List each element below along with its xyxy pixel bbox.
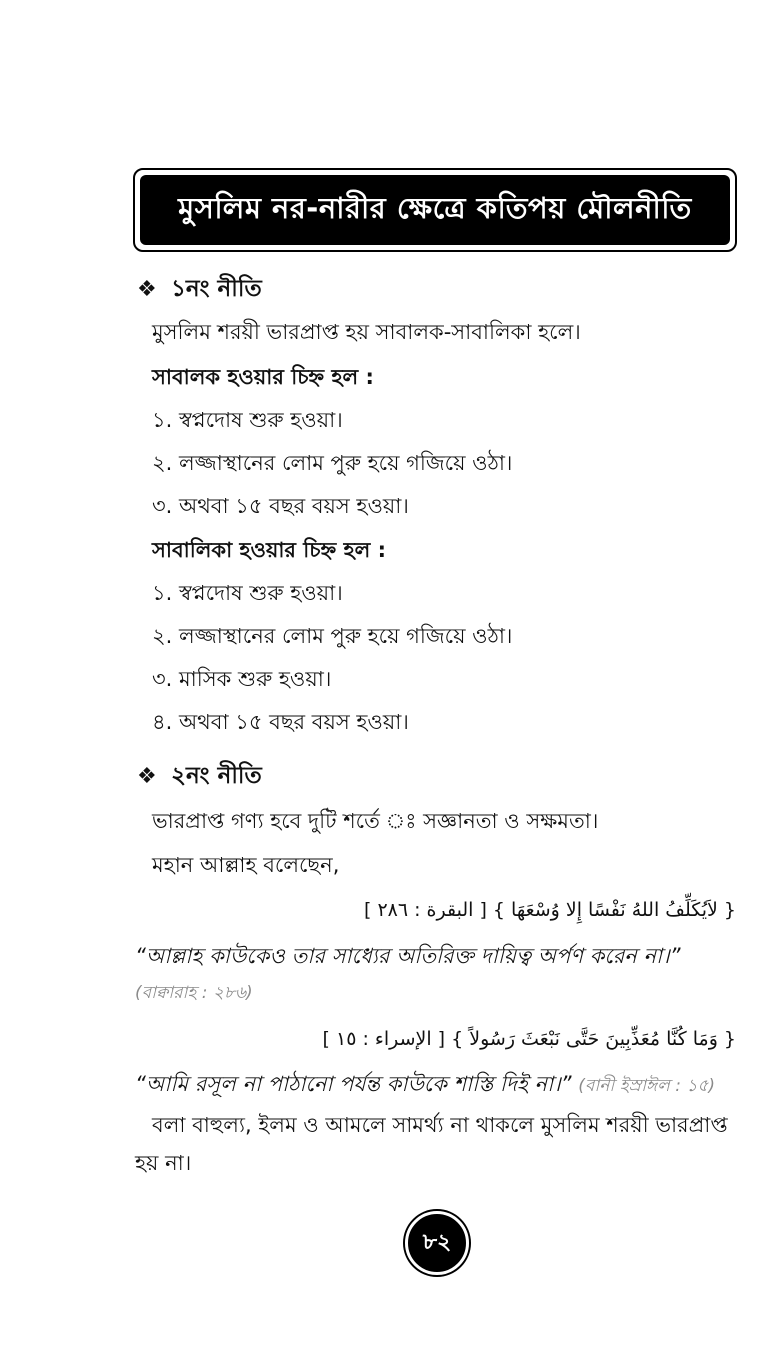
section-1-heading-text: ১নং নীতি: [171, 276, 262, 302]
diamond-bullet-icon: ❖: [137, 277, 157, 302]
allah-says: মহান আল্লাহ বলেছেন,: [152, 853, 340, 877]
section-2-intro: ভারপ্রাপ্ত গণ্য হবে দুটি শর্তে ঃ সজ্ঞানতা ও সক্ষমতা।: [152, 809, 599, 833]
page-number: ৮২: [405, 1211, 469, 1275]
female-signs-heading: সাবালিকা হওয়ার চিহ্ন হল :: [152, 538, 386, 562]
verse-2-arabic: { وَمَا كُنَّا مُعَذِّبِينَ حَتَّى نَبْعَثَ رَسُولاً } [ الإسراء : ١٥ ]: [322, 1028, 736, 1050]
verse-2-reference: (বানী ইস্রাঈল : ১৫): [578, 1076, 716, 1096]
list-item: ২. লজ্জাস্থানের লোম পুরু হয়ে গজিয়ে ওঠা।: [152, 451, 513, 475]
male-signs-heading: সাবালক হওয়ার চিহ্ন হল :: [152, 365, 374, 389]
verse-1-translation: “আল্লাহ কাউকেও তার সাধ্যের অতিরিক্ত দায়িত্ব অর্পণ করেন না।”: [135, 944, 681, 968]
section-2-heading: [137, 761, 262, 792]
verse-2-line: [135, 1069, 715, 1101]
list-item: ২. লজ্জাস্থানের লোম পুরু হয়ে গজিয়ে ওঠা।: [152, 624, 513, 648]
conclusion-line-2: হয় না।: [135, 1151, 192, 1175]
chapter-title: মুসলিম নর-নারীর ক্ষেত্রে কতিপয় মৌলনীতি: [140, 175, 730, 245]
section-1-heading: [137, 274, 262, 305]
verse-1-reference: (বাক্বারাহ : ২৮৬): [135, 983, 253, 1003]
list-item: ৩. অথবা ১৫ বছর বয়স হওয়া।: [152, 494, 409, 518]
section-1-intro: মুসলিম শরয়ী ভারপ্রাপ্ত হয় সাবালক-সাবালিকা হলে।: [152, 320, 581, 344]
list-item: ৪. অথবা ১৫ বছর বয়স হওয়া।: [152, 710, 409, 734]
chapter-title-box: [133, 168, 737, 252]
section-2-heading-text: ২নং নীতি: [171, 763, 262, 789]
verse-1-arabic: { لاَيُكَلِّفُ اللهُ نَفْسًا إِلا وُسْعَهَا } [ البقرة : ٢٨٦ ]: [364, 899, 736, 921]
list-item: ৩. মাসিক শুরু হওয়া।: [152, 667, 332, 691]
verse-2-translation: “আমি রসূল না পাঠানো পর্যন্ত কাউকে শাস্তি দিই না।”: [135, 1072, 572, 1096]
diamond-bullet-icon: ❖: [137, 764, 157, 789]
list-item: ১. স্বপ্নদোষ শুরু হওয়া।: [152, 408, 343, 432]
list-item: ১. স্বপ্নদোষ শুরু হওয়া।: [152, 581, 343, 605]
conclusion-line-1: বলা বাহুল্য, ইলম ও আমলে সামর্থ্য না থাকলে মুসলিম শরয়ী ভারপ্রাপ্ত: [152, 1113, 728, 1137]
